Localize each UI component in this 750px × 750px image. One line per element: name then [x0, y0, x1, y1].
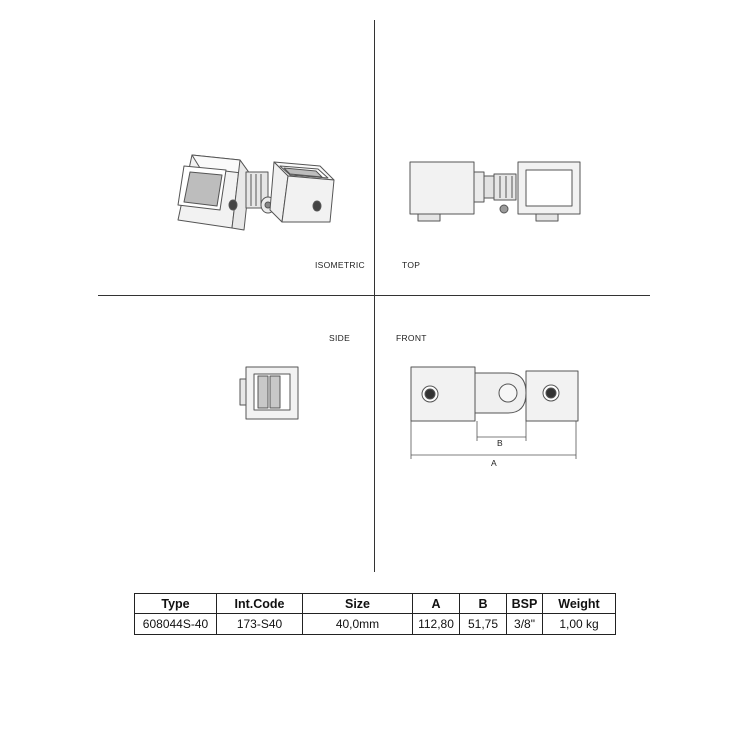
isometric-label: ISOMETRIC — [315, 260, 365, 270]
dimension-a-label: A — [491, 458, 497, 468]
table-header-row — [135, 594, 616, 614]
isometric-drawing — [170, 150, 350, 235]
horizontal-divider — [98, 295, 650, 296]
cell-size: 40,0mm — [303, 614, 413, 635]
table-row — [135, 614, 616, 635]
front-label: FRONT — [396, 333, 427, 343]
header-size: Size — [303, 594, 413, 614]
header-a: A — [413, 594, 460, 614]
front-view-drawing — [408, 365, 582, 460]
side-label: SIDE — [329, 333, 351, 343]
cell-bsp: 3/8" — [507, 614, 543, 635]
header-int-code: Int.Code — [217, 594, 303, 614]
cell-a: 112,80 — [413, 614, 460, 635]
cell-int-code: 173-S40 — [217, 614, 303, 635]
side-view-drawing — [238, 365, 300, 421]
header-bsp: BSP — [507, 594, 543, 614]
cell-weight: 1,00 kg — [543, 614, 616, 635]
top-view-drawing — [408, 160, 588, 225]
header-b: B — [460, 594, 507, 614]
cell-type: 608044S-40 — [135, 614, 217, 635]
vertical-divider — [374, 20, 375, 572]
top-label: TOP — [402, 260, 421, 270]
header-weight: Weight — [543, 594, 616, 614]
dimension-b-label: B — [497, 438, 503, 448]
header-type: Type — [135, 594, 217, 614]
spec-table — [134, 593, 616, 635]
cell-b: 51,75 — [460, 614, 507, 635]
